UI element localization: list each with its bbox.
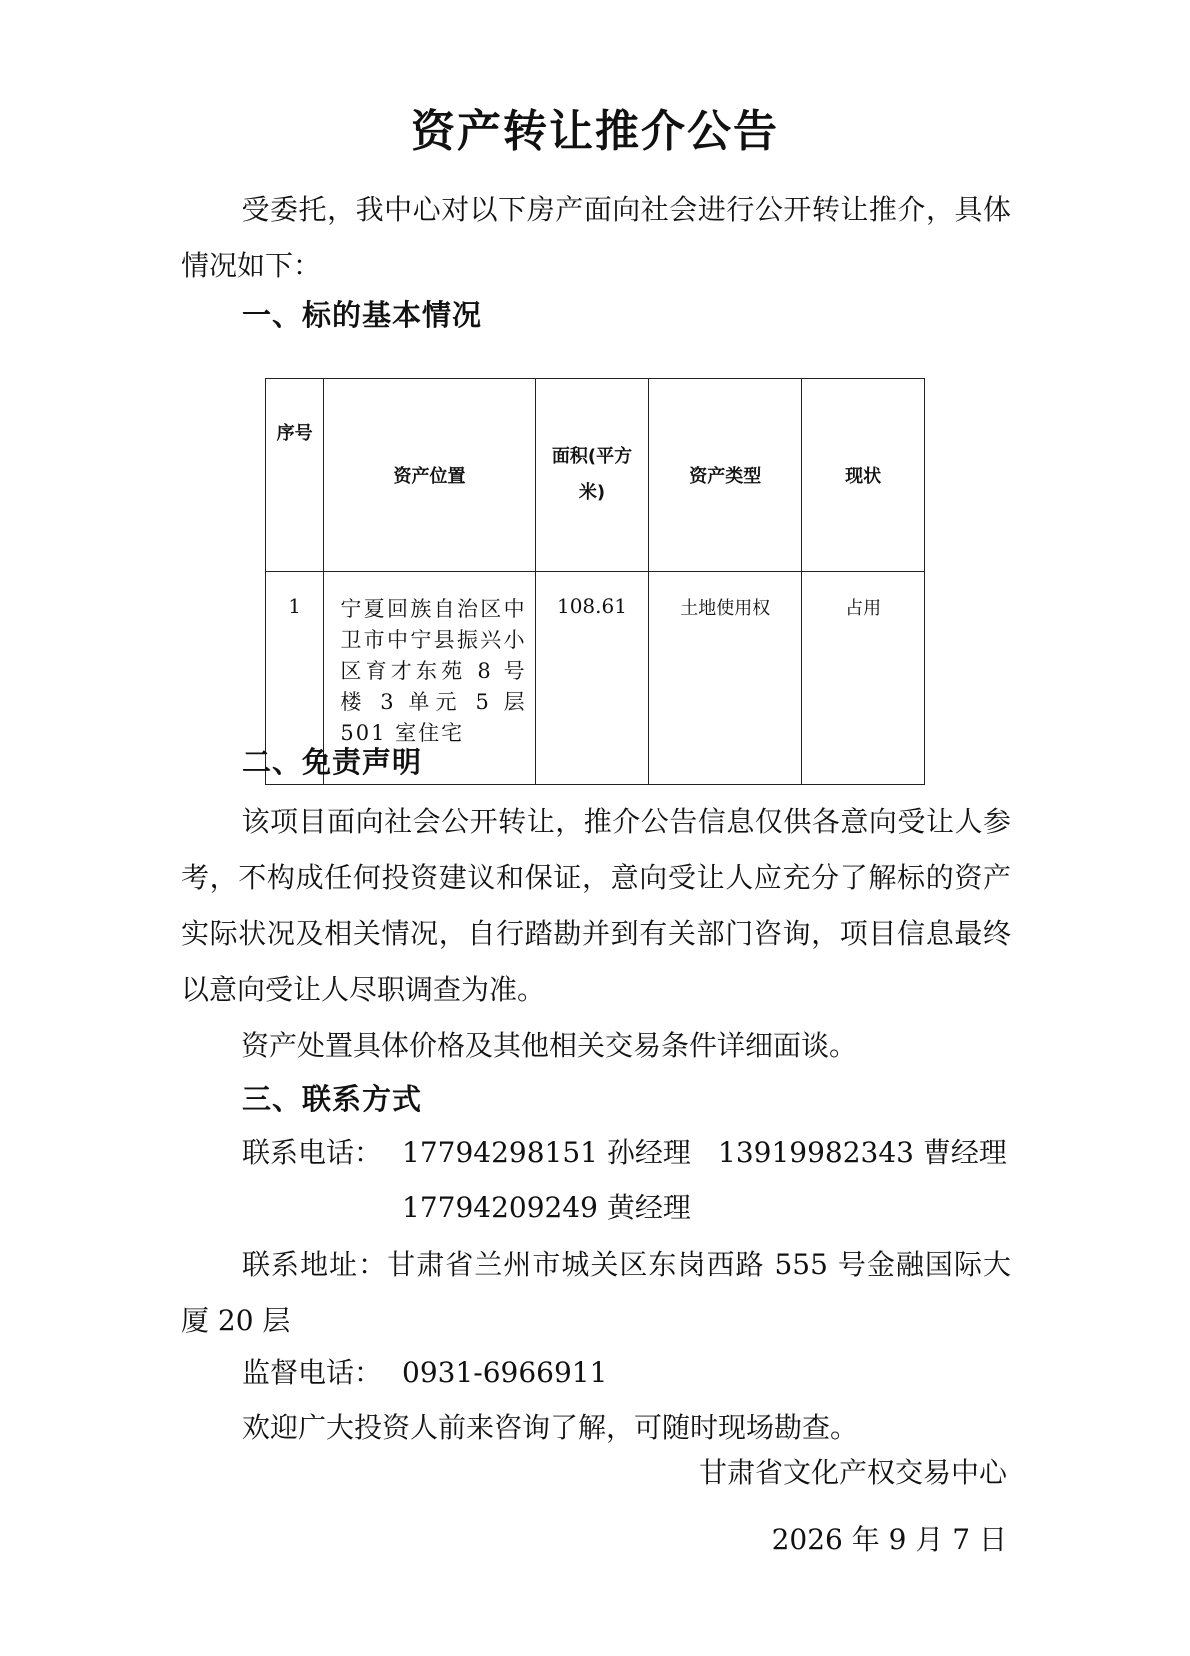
- column-header-location: 资产位置: [324, 379, 535, 572]
- column-header-index: 序号: [266, 379, 324, 572]
- supervision-phone: 0931-6966911: [402, 1356, 608, 1389]
- welcome-text: 欢迎广大投资人前来咨询了解，可随时现场勘查。: [242, 1411, 859, 1444]
- address-text: 甘肃省兰州市城关区东岗西路 555 号金融国际大厦 20 层: [181, 1248, 1011, 1337]
- section-heading-2: 二、免责声明: [242, 745, 423, 779]
- phone-label: 联系电话：: [242, 1136, 383, 1169]
- phone-contact-1: 17794298151 孙经理: [402, 1136, 691, 1169]
- cell-area: 108.61: [535, 572, 649, 785]
- intro-text: 受委托，我中心对以下房产面向社会进行公开转让推介，具体情况如下：: [181, 193, 1011, 282]
- negotiation-text: 资产处置具体价格及其他相关交易条件详细面谈。: [241, 1029, 858, 1062]
- page-title: 资产转让推介公告: [411, 106, 779, 157]
- section-heading-3: 三、联系方式: [242, 1082, 423, 1116]
- intro-paragraph: [181, 182, 1011, 294]
- address-paragraph: [181, 1237, 1011, 1349]
- address-label: 联系地址：: [241, 1248, 388, 1281]
- column-header-area: 面积(平方米): [535, 379, 649, 572]
- cell-type: 土地使用权: [649, 572, 802, 785]
- section-heading-1: 一、标的基本情况: [242, 298, 483, 332]
- phone-contact-2: 13919982343 曹经理: [718, 1136, 1007, 1169]
- signature-date: 2026 年 9 月 7 日: [771, 1523, 1007, 1556]
- cell-index: 1: [266, 572, 324, 785]
- phone-contact-3: 17794209249 黄经理: [402, 1191, 691, 1224]
- cell-location: 宁夏回族自治区中卫市中宁县振兴小区育才东苑 8 号楼 3 单元 5 层 501 室住宅: [324, 572, 535, 785]
- disclaimer-paragraph: [181, 794, 1011, 1018]
- negotiation-paragraph: [181, 1018, 1011, 1074]
- table-header-row: [266, 379, 925, 572]
- supervision-label: 监督电话：: [242, 1356, 383, 1389]
- asset-table: [265, 378, 925, 785]
- disclaimer-text: 该项目面向社会公开转让，推介公告信息仅供各意向受让人参考，不构成任何投资建议和保证，意向受让人应充分了解标的资产实际状况及相关情况，自行踏勘并到有关部门咨询，项目信息最终以意向受让人尽职调查为准。: [181, 805, 1011, 1006]
- column-header-type: 资产类型: [649, 379, 802, 572]
- column-header-status: 现状: [802, 379, 925, 572]
- signature-org: 甘肃省文化产权交易中心: [698, 1456, 1007, 1489]
- cell-status: 占用: [802, 572, 925, 785]
